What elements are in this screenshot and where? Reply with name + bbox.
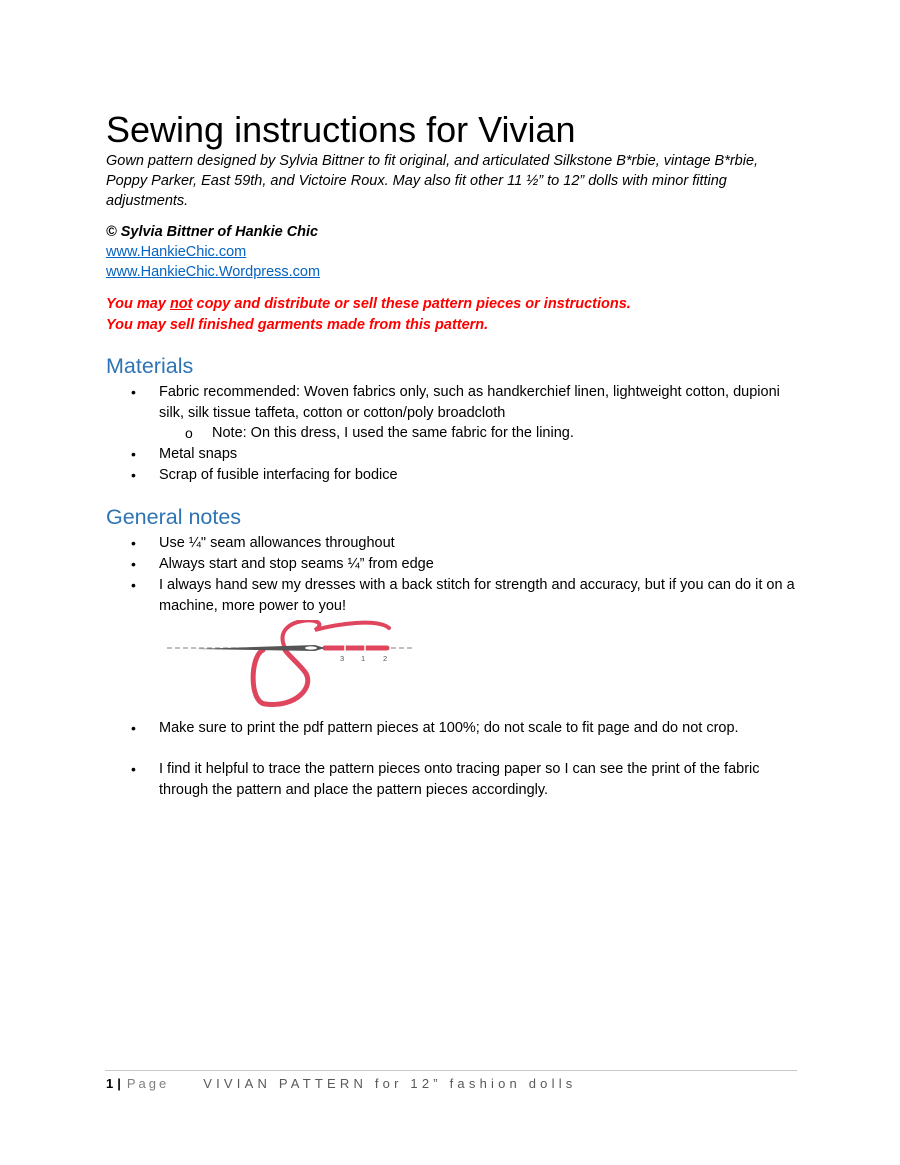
- bullet-icon: •: [131, 761, 136, 777]
- page-footer: [106, 1075, 577, 1093]
- stitch-label-3: 3: [340, 654, 345, 663]
- materials-item-snaps: Metal snaps: [159, 446, 238, 462]
- bullet-icon: •: [131, 535, 136, 551]
- copyright-notice: © Sylvia Bittner of Hankie Chic: [106, 224, 319, 240]
- materials-item-interfacing: Scrap of fusible interfacing for bodice: [159, 467, 398, 483]
- warning-line-1: You may not copy and distribute or sell these pattern pieces or instructions.: [106, 296, 631, 312]
- materials-heading: Materials: [106, 354, 194, 378]
- thread-top-loop: [283, 620, 389, 648]
- general-notes-heading: General notes: [106, 505, 242, 529]
- page-label: Page: [126, 1076, 170, 1091]
- pattern-description: Gown pattern designed by Sylvia Bittner to fit original, and articulated Silkstone B*rbie, vintage B*rbie, Poppy Parker, East 59th, and Victoire Roux. May also fit other 11 ½” to 12” dolls with minor fitting adjustments.: [106, 153, 759, 209]
- thread-bottom-loop: [253, 650, 308, 704]
- page-number: 1: [106, 1076, 114, 1091]
- notes-item-tracing: I find it helpful to trace the pattern pieces onto tracing paper so I can see the print of the fabric through the pattern and place the pattern pieces accordingly.: [159, 761, 760, 798]
- stitch-label-2: 2: [383, 654, 388, 663]
- back-stitch-needle-illustration: [165, 620, 420, 710]
- footer-pattern-name: VIVIAN PATTERN for 12” fashion dolls: [203, 1076, 577, 1091]
- notes-item-print-scale: Make sure to print the pdf pattern pieces at 100%; do not scale to fit page and do not crop.: [159, 720, 739, 736]
- notes-item-hand-sew: I always hand sew my dresses with a back stitch for strength and accuracy, but if you can do it on a machine, more power to you!: [159, 577, 795, 614]
- sub-bullet-icon: o: [185, 425, 193, 441]
- copyright-warning: [106, 294, 631, 336]
- warning-emphasis: not: [169, 296, 193, 312]
- notes-item-seam-allowance: Use ¼" seam allowances throughout: [159, 535, 395, 551]
- materials-item-fabric: Fabric recommended: Woven fabrics only, such as handkerchief linen, lightweight cotton, dupioni silk, silk tissue taffeta, cotton or cotton/poly broadcloth: [159, 384, 780, 421]
- warning-line-2: You may sell finished garments made from this pattern.: [106, 317, 489, 333]
- needle-eye: [305, 646, 317, 649]
- bullet-icon: •: [131, 577, 136, 593]
- bullet-icon: •: [131, 384, 136, 400]
- bullet-icon: •: [131, 556, 136, 572]
- website-link[interactable]: www.HankieChic.com: [106, 244, 247, 260]
- materials-sub-note: Note: On this dress, I used the same fabric for the lining.: [212, 425, 574, 441]
- bullet-icon: •: [131, 446, 136, 462]
- stitch-label-1: 1: [361, 654, 366, 663]
- blog-link[interactable]: www.HankieChic.Wordpress.com: [106, 264, 321, 280]
- footer-separator: |: [117, 1076, 121, 1091]
- bullet-icon: •: [131, 467, 136, 483]
- footer-divider: [105, 1070, 797, 1071]
- bullet-icon: •: [131, 720, 136, 736]
- page-title: Sewing instructions for Vivian: [106, 109, 576, 150]
- notes-item-start-stop: Always start and stop seams ¼” from edge: [159, 556, 434, 572]
